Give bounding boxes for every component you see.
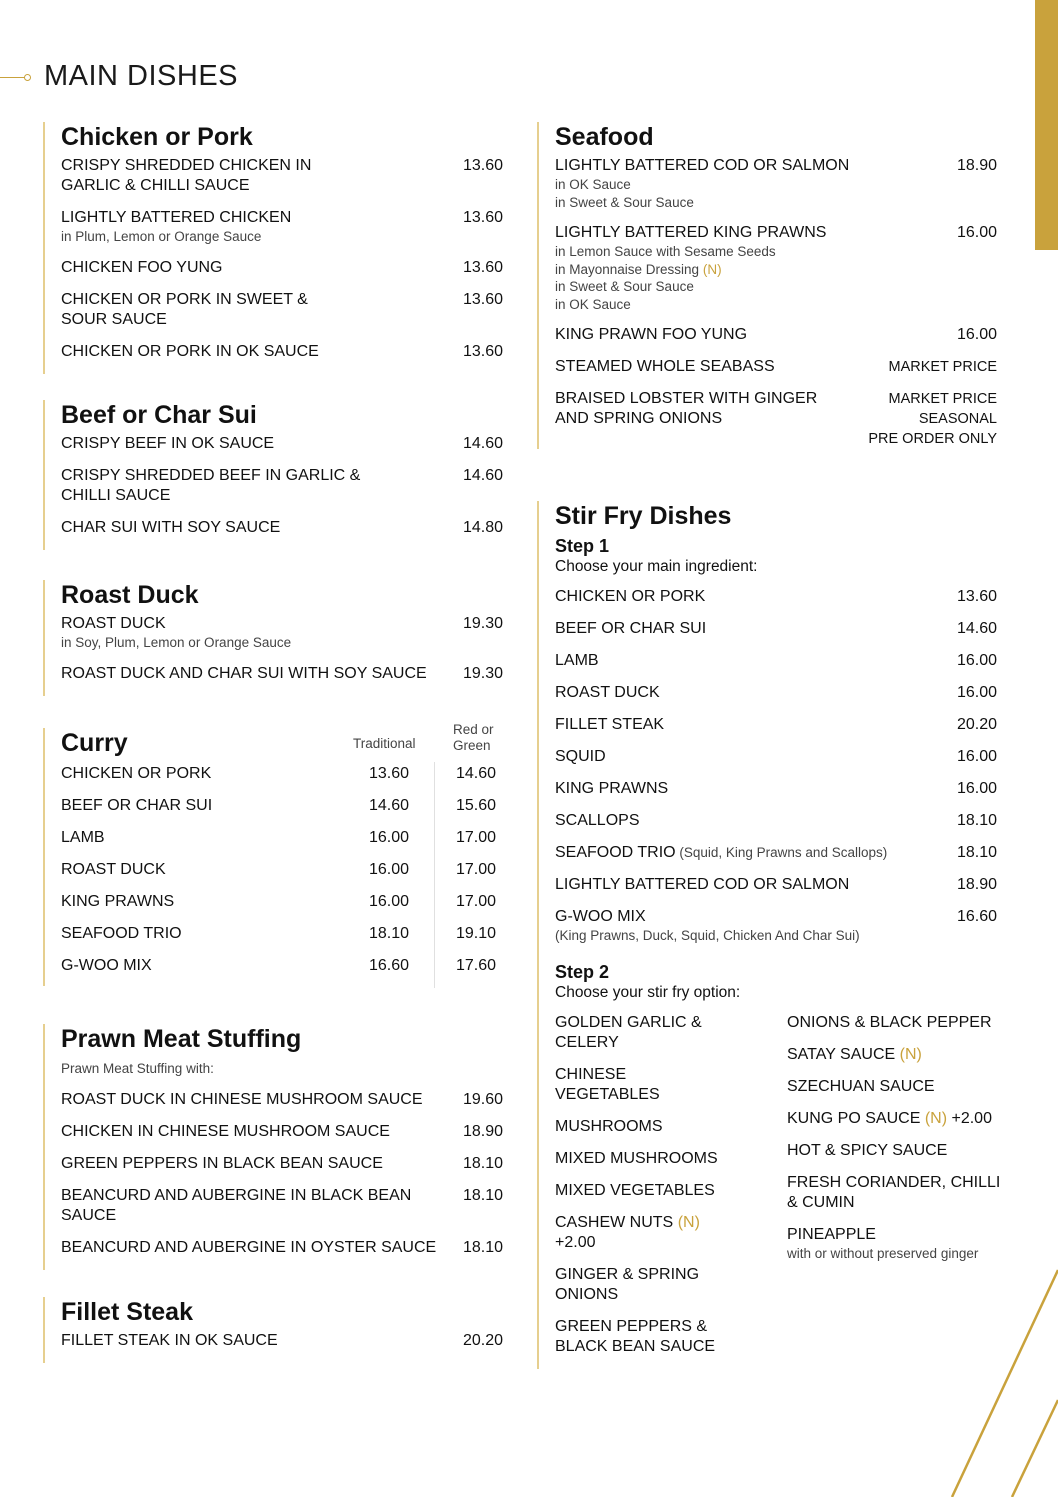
price-traditional: 16.00	[369, 829, 410, 846]
menu-item	[555, 156, 997, 211]
item-text	[555, 811, 639, 831]
step-2-title: Step 2	[555, 961, 610, 982]
section-title: Beef or Char Sui	[61, 401, 257, 429]
item-price: 20.20	[956, 716, 997, 733]
item-price: 16.00	[956, 326, 997, 343]
section-curry	[43, 722, 503, 986]
item-text	[555, 747, 606, 767]
section-title: Stir Fry Dishes	[555, 502, 732, 530]
item-text	[61, 664, 427, 684]
item-name: SEAFOOD TRIO (Squid, King Prawns and Scallops)	[555, 844, 888, 861]
item-price: 19.30	[462, 664, 503, 682]
item-price: 14.60	[956, 620, 997, 637]
curry-row	[61, 764, 503, 796]
item-text	[61, 342, 351, 362]
item-name: LIGHTLY BATTERED KING PRAWNS	[555, 224, 827, 241]
item-price-note: PRE ORDER ONLY	[868, 431, 997, 447]
item-price: 14.80	[462, 519, 503, 536]
price-traditional: 16.00	[369, 861, 410, 878]
item-price: MARKET PRICE	[888, 359, 997, 375]
item-price: 16.00	[956, 780, 997, 797]
item-text	[61, 208, 351, 246]
nut-marker: (N)	[677, 1213, 700, 1231]
menu-item	[61, 1122, 503, 1142]
step-1-title: Step 1	[555, 536, 610, 556]
curry-row	[61, 924, 503, 956]
menu-item	[61, 1154, 503, 1174]
item-text	[61, 518, 361, 538]
item-text	[61, 1154, 441, 1174]
item-text	[555, 619, 706, 639]
item-name: SEAFOOD TRIO	[61, 925, 182, 942]
page-title: MAIN DISHES	[44, 60, 239, 92]
item-name: KING PRAWN FOO YUNG	[555, 326, 748, 343]
item-price-note: SEASONAL	[918, 411, 997, 427]
item-name: ROAST DUCK IN CHINESE MUSHROOM SAUCE	[61, 1090, 423, 1108]
item-price: 16.00	[956, 684, 997, 701]
price-red-or-green: 17.00	[456, 829, 497, 846]
item-price: MARKET PRICE	[888, 391, 997, 407]
item-price: 18.10	[462, 1238, 503, 1256]
item-name: CHICKEN IN CHINESE MUSHROOM SAUCE	[61, 1122, 390, 1140]
item-price: 18.10	[462, 1186, 503, 1204]
price-red-or-green: 15.60	[456, 797, 497, 814]
item-price: 13.60	[462, 342, 503, 360]
item-text	[61, 1331, 278, 1351]
item-name: LAMB	[555, 652, 599, 669]
stir-fry-option: GOLDEN GARLIC & CELERY	[555, 1013, 702, 1051]
item-name: CRISPY SHREDDED CHICKEN IN GARLIC & CHILLI SAUCE	[61, 157, 312, 194]
item-name: G-WOO MIX	[61, 957, 152, 974]
item-price: 16.00	[956, 652, 997, 669]
section-prawn-meat-stuffing	[43, 1024, 503, 1270]
section-intro: Prawn Meat Stuffing with:	[61, 1061, 214, 1076]
item-name: BEEF OR CHAR SUI	[61, 797, 213, 814]
item-note: in Sweet & Sour Sauce	[555, 194, 694, 210]
menu-item	[555, 779, 997, 799]
item-note: in Sweet & Sour Sauce	[555, 279, 694, 294]
item-name: LIGHTLY BATTERED COD OR SALMON	[555, 157, 850, 174]
item-name: KING PRAWNS	[61, 893, 175, 910]
item-price: 16.00	[956, 748, 997, 765]
menu-item	[61, 1238, 503, 1258]
menu-item	[61, 342, 503, 362]
price-red-or-green: 19.10	[456, 925, 497, 942]
stir-fry-option: KUNG PO SAUCE (N) +2.00	[787, 1109, 992, 1127]
item-name: BRAISED LOBSTER WITH GINGER AND SPRING ONIONS	[555, 390, 818, 427]
stir-fry-options	[555, 1013, 1001, 1369]
price-traditional: 14.60	[369, 797, 410, 814]
item-name: ROAST DUCK AND CHAR SUI WITH SOY SAUCE	[61, 664, 427, 682]
item-name: CHICKEN OR PORK IN SWEET & SOUR SAUCE	[61, 290, 308, 328]
item-name: CHAR SUI WITH SOY SAUCE	[61, 519, 281, 536]
menu-item	[61, 258, 503, 278]
stir-fry-option: MIXED MUSHROOMS	[555, 1149, 718, 1167]
item-name: G-WOO MIX	[555, 908, 646, 925]
step-2-subtitle: Choose your stir fry option:	[555, 983, 741, 1001]
curry-row	[61, 956, 503, 988]
item-note: (King Prawns, Duck, Squid, Chicken And Char Sui)	[555, 928, 860, 943]
section-title: Curry	[61, 729, 128, 757]
menu-item	[555, 875, 997, 895]
item-name: BEANCURD AND AUBERGINE IN OYSTER SAUCE	[61, 1238, 437, 1256]
curry-column-red-or-green: Red or Green	[453, 722, 494, 753]
menu-item	[61, 156, 503, 196]
stir-fry-option: PINEAPPLE with or without preserved ginger	[787, 1225, 1002, 1263]
menu-item	[61, 518, 503, 538]
section-beef-or-char-sui	[43, 400, 503, 550]
item-text	[61, 290, 351, 330]
item-price: 19.30	[462, 615, 503, 632]
item-name: CHICKEN FOO YUNG	[61, 258, 223, 276]
menu-item	[555, 357, 997, 377]
item-price: 18.90	[462, 1122, 503, 1140]
menu-item	[555, 325, 997, 345]
section-title: Prawn Meat Stuffing	[61, 1025, 302, 1053]
item-price: 14.60	[462, 467, 503, 484]
item-name: CRISPY BEEF IN OK SAUCE	[61, 435, 275, 452]
item-name: GREEN PEPPERS IN BLACK BEAN SAUCE	[61, 1154, 383, 1172]
section-roast-duck	[43, 580, 503, 696]
item-price: 18.10	[462, 1154, 503, 1172]
item-note: in Mayonnaise Dressing (N)	[555, 261, 722, 277]
price-red-or-green: 17.00	[456, 893, 497, 910]
item-price: 13.60	[462, 157, 503, 174]
menu-item	[61, 434, 503, 454]
item-name: ROAST DUCK	[61, 615, 166, 632]
item-text	[61, 466, 361, 506]
menu-item	[61, 466, 503, 506]
section-title: Roast Duck	[61, 581, 199, 609]
menu-item	[555, 683, 997, 703]
item-text	[61, 614, 291, 652]
menu-item	[555, 715, 997, 735]
item-text	[61, 434, 361, 454]
option-note: with or without preserved ginger	[787, 1245, 979, 1261]
item-name: LAMB	[61, 829, 105, 846]
item-text	[555, 779, 668, 799]
item-price: 16.00	[956, 224, 997, 241]
price-traditional: 16.60	[369, 957, 410, 974]
item-name: SCALLOPS	[555, 812, 640, 829]
stir-fry-option: CHINESE VEGETABLES	[555, 1065, 660, 1103]
item-text	[555, 843, 887, 863]
curry-row	[61, 828, 503, 860]
stir-fry-option: HOT & SPICY SAUCE	[787, 1141, 948, 1159]
section-chicken-or-pork	[43, 122, 503, 374]
section-title: Chicken or Pork	[61, 123, 253, 151]
item-inline-note: (Squid, King Prawns and Scallops)	[675, 845, 888, 860]
price-red-or-green: 17.60	[456, 957, 497, 974]
item-price: 13.60	[462, 258, 503, 276]
item-name: CHICKEN OR PORK	[555, 588, 706, 605]
stir-fry-option: MUSHROOMS	[555, 1117, 663, 1135]
menu-item	[555, 619, 997, 639]
item-name: SQUID	[555, 748, 606, 765]
menu-item	[555, 843, 997, 863]
menu-item	[61, 208, 503, 246]
title-rule-dot	[24, 74, 31, 81]
stir-fry-option: MIXED VEGETABLES	[555, 1181, 715, 1199]
menu-item	[555, 389, 997, 449]
stir-fry-option: SZECHUAN SAUCE	[787, 1077, 935, 1095]
item-note: in Plum, Lemon or Orange Sauce	[61, 229, 262, 244]
menu-item	[555, 811, 997, 831]
item-text	[61, 1090, 441, 1110]
item-name: CRISPY SHREDDED BEEF IN GARLIC & CHILLI SAUCE	[61, 467, 361, 504]
item-price: 20.20	[462, 1332, 503, 1349]
menu-item	[555, 907, 997, 945]
curry-column-traditional: Traditional	[353, 736, 416, 751]
item-name: FILLET STEAK IN OK SAUCE	[61, 1332, 278, 1349]
menu-item	[555, 747, 997, 767]
item-name: ROAST DUCK	[555, 684, 660, 701]
item-price: 18.90	[956, 157, 997, 174]
menu-item	[61, 1331, 503, 1351]
title-rule	[0, 77, 26, 78]
stir-fry-option: GREEN PEPPERS & BLACK BEAN SAUCE	[555, 1317, 716, 1355]
item-name: BEEF OR CHAR SUI	[555, 620, 707, 637]
item-note: in Soy, Plum, Lemon or Orange Sauce	[61, 635, 292, 650]
section-seafood	[537, 122, 997, 449]
menu-item	[61, 664, 503, 684]
menu-item	[61, 1090, 503, 1110]
menu-item	[61, 290, 503, 330]
nut-marker: (N)	[924, 1109, 948, 1127]
curry-row	[61, 892, 503, 924]
section-stir-fry	[537, 501, 1001, 1369]
item-text	[555, 651, 599, 671]
item-text	[61, 1186, 441, 1226]
item-text	[555, 875, 849, 895]
nut-marker: (N)	[702, 261, 722, 277]
stir-fry-option: SATAY SAUCE (N)	[787, 1045, 922, 1063]
item-name: LIGHTLY BATTERED COD OR SALMON	[555, 876, 850, 893]
item-text	[61, 1122, 441, 1142]
item-price: 18.10	[956, 812, 997, 829]
item-price: 13.60	[462, 209, 503, 226]
item-name: KING PRAWNS	[555, 780, 669, 797]
item-name: CHICKEN OR PORK	[61, 765, 212, 782]
price-traditional: 13.60	[369, 765, 410, 782]
nut-marker: (N)	[899, 1045, 922, 1063]
curry-row	[61, 796, 503, 828]
section-title: Fillet Steak	[61, 1298, 193, 1326]
stir-fry-option: GINGER & SPRING ONIONS	[555, 1265, 700, 1303]
item-name: STEAMED WHOLE SEABASS	[555, 358, 775, 375]
item-price: 19.60	[462, 1090, 503, 1108]
item-price: 13.60	[462, 290, 503, 308]
menu-item	[555, 651, 997, 671]
item-text	[61, 258, 351, 278]
item-name: BEANCURD AND AUBERGINE IN BLACK BEAN SAUCE	[61, 1186, 412, 1224]
price-traditional: 16.00	[369, 893, 410, 910]
item-text	[555, 683, 660, 703]
stir-fry-option: ONIONS & BLACK PEPPER	[787, 1013, 992, 1031]
menu-item	[555, 223, 997, 313]
item-price: 18.90	[956, 876, 997, 893]
item-price: 14.60	[462, 435, 503, 452]
item-text	[555, 715, 664, 735]
item-note: in OK Sauce	[555, 177, 631, 192]
curry-row	[61, 860, 503, 892]
menu-item	[61, 1186, 503, 1226]
price-traditional: 18.10	[369, 925, 410, 942]
item-name: FILLET STEAK	[555, 716, 665, 733]
step-1-subtitle: Choose your main ingredient:	[555, 558, 758, 575]
item-name: LIGHTLY BATTERED CHICKEN	[61, 209, 292, 226]
item-name: ROAST DUCK	[61, 861, 166, 878]
item-note: in OK Sauce	[555, 296, 631, 312]
gold-tab-decoration	[1035, 0, 1058, 250]
item-text	[555, 907, 860, 945]
item-price: 13.60	[956, 588, 997, 605]
item-note: in Lemon Sauce with Sesame Seeds	[555, 244, 776, 259]
menu-item	[61, 614, 503, 652]
price-red-or-green: 17.00	[456, 861, 497, 878]
item-price: 16.60	[956, 908, 997, 925]
menu-item	[555, 587, 997, 607]
item-price: 18.10	[956, 844, 997, 861]
item-text	[61, 156, 351, 196]
section-fillet-steak	[43, 1297, 503, 1363]
item-text	[61, 1238, 441, 1258]
item-text	[555, 587, 705, 607]
item-name: CHICKEN OR PORK IN OK SAUCE	[61, 342, 319, 360]
price-red-or-green: 14.60	[456, 765, 497, 782]
section-title: Seafood	[555, 123, 654, 151]
stir-fry-option: FRESH CORIANDER, CHILLI & CUMIN	[787, 1173, 1001, 1211]
stir-fry-option: CASHEW NUTS (N) +2.00	[555, 1213, 700, 1251]
